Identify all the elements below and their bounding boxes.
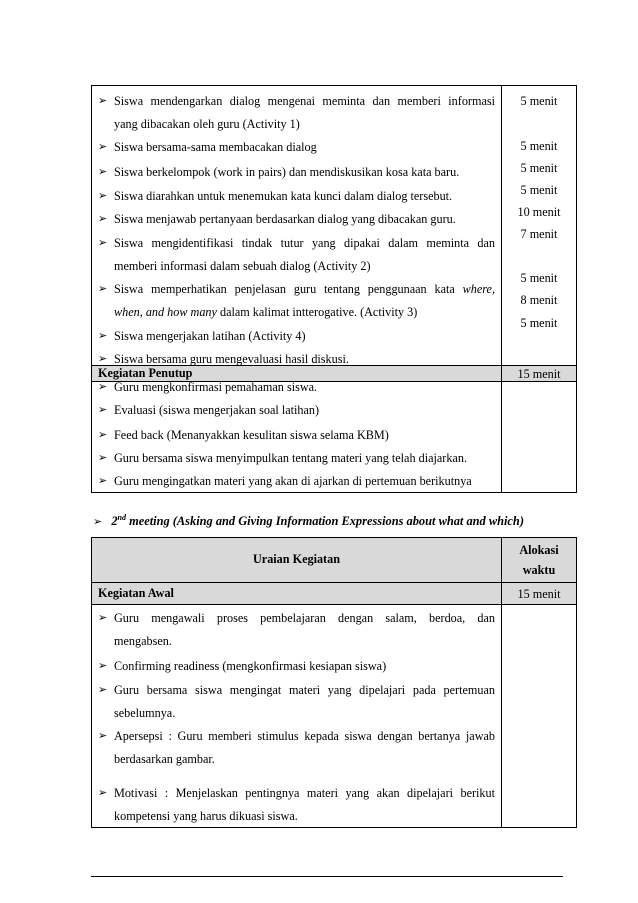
opening-items-row — [92, 604, 576, 827]
closing-items-cell — [92, 382, 502, 492]
time-value: 5 menit — [520, 183, 558, 197]
closing-header: Kegiatan Penutup — [98, 366, 193, 380]
core-activities-cell — [92, 86, 502, 365]
arrow-bullet-icon: ➢ — [98, 95, 108, 107]
arrow-bullet-icon: ➢ — [98, 429, 108, 441]
arrow-bullet-icon: ➢ — [98, 166, 108, 178]
list-item: ➢ Siswa mendengarkan dialog mengenai meminta dan memberi informasi yang dibacakan oleh guru (Activity 1) — [98, 90, 495, 136]
arrow-bullet-icon: ➢ — [98, 141, 108, 153]
list-item: ➢ Motivasi : Menjelaskan pentingnya materi yang akan dipelajari berikut kompetensi yang harus dikuasi siswa. — [98, 782, 495, 828]
list-item: ➢ Guru mengingatkan materi yang akan di ajarkan di pertemuan berikutnya — [98, 470, 495, 493]
col-header-time: Alokasi waktu — [519, 543, 559, 577]
list-item: ➢ Siswa berkelompok (work in pairs) dan mendiskusikan kosa kata baru. — [98, 161, 495, 184]
arrow-bullet-icon: ➢ — [98, 330, 108, 342]
time-value: 5 menit — [520, 94, 558, 108]
arrow-bullet-icon: ➢ — [98, 660, 108, 672]
opening-header: Kegiatan Awal — [98, 586, 174, 600]
list-item: ➢ Siswa bersama-sama membacakan dialog — [98, 136, 495, 159]
arrow-bullet-icon: ➢ — [98, 213, 108, 225]
closing-time: 15 menit — [517, 367, 561, 381]
arrow-bullet-icon: ➢ — [98, 190, 108, 202]
time-value: 10 menit — [517, 205, 561, 219]
col-header-activity: Uraian Kegiatan — [252, 552, 340, 566]
footer-divider — [91, 876, 563, 877]
activity-table-1 — [91, 85, 577, 493]
list-item: ➢ Apersepsi : Guru memberi stimulus kepada siswa dengan bertanya jawab berdasarkan gambar. — [98, 725, 495, 771]
arrow-bullet-icon: ➢ — [98, 452, 108, 464]
arrow-bullet-icon: ➢ — [93, 516, 103, 529]
arrow-bullet-icon: ➢ — [98, 475, 108, 487]
core-times-cell — [502, 86, 576, 365]
opening-time: 15 menit — [517, 587, 561, 601]
list-item: ➢ Guru mengawali proses pembelajaran dengan salam, berdoa, dan mengabsen. — [98, 607, 495, 653]
arrow-bullet-icon: ➢ — [98, 237, 108, 249]
meeting-heading: ➢ 2nd meeting (Asking and Giving Information Expressions about what and which) — [93, 513, 524, 529]
arrow-bullet-icon: ➢ — [98, 353, 108, 365]
arrow-bullet-icon: ➢ — [98, 612, 108, 624]
arrow-bullet-icon: ➢ — [98, 381, 108, 393]
arrow-bullet-icon: ➢ — [98, 730, 108, 742]
opening-header-row — [92, 582, 576, 604]
list-item: ➢ Siswa bersama guru mengevaluasi hasil diskusi. — [98, 348, 495, 371]
time-value: 5 menit — [520, 161, 558, 175]
list-item: ➢ Guru bersama siswa mengingat materi yang dipelajari pada pertemuan sebelumnya. — [98, 679, 495, 725]
list-item: ➢ Siswa diarahkan untuk menemukan kata kunci dalam dialog tersebut. — [98, 185, 495, 208]
list-item: ➢ Siswa memperhatikan penjelasan guru tentang penggunaan kata where, when, and how many dalam kalimat intterogative. (Activity 3) — [98, 278, 495, 324]
arrow-bullet-icon: ➢ — [98, 283, 108, 295]
list-item: ➢ Confirming readiness (mengkonfirmasi kesiapan siswa) — [98, 655, 495, 678]
list-item: ➢ Guru bersama siswa menyimpulkan tentang materi yang telah diajarkan. — [98, 447, 495, 470]
table-header-row — [92, 538, 576, 582]
opening-items-cell — [92, 605, 502, 827]
time-value: 5 menit — [520, 316, 558, 330]
time-value: 5 menit — [520, 139, 558, 153]
arrow-bullet-icon: ➢ — [98, 404, 108, 416]
list-item: ➢ Guru mengkonfirmasi pemahaman siswa. — [98, 376, 495, 399]
list-item: ➢ Siswa mengidentifikasi tindak tutur yang dipakai dalam meminta dan memberi informasi dalam sebuah dialog (Activity 2) — [98, 232, 495, 278]
time-value: 7 menit — [520, 227, 558, 241]
time-value: 8 menit — [520, 293, 558, 307]
list-item: ➢ Evaluasi (siswa mengerjakan soal latihan) — [98, 399, 495, 422]
closing-items-row — [92, 381, 576, 492]
time-value: 5 menit — [520, 271, 558, 285]
activity-table-2 — [91, 537, 577, 828]
list-item: ➢ Siswa mengerjakan latihan (Activity 4) — [98, 325, 495, 348]
arrow-bullet-icon: ➢ — [98, 787, 108, 799]
arrow-bullet-icon: ➢ — [98, 684, 108, 696]
list-item: ➢ Siswa menjawab pertanyaan berdasarkan dialog yang dibacakan guru. — [98, 208, 495, 231]
list-item: ➢ Feed back (Menanyakkan kesulitan siswa selama KBM) — [98, 424, 495, 447]
core-activities-row — [92, 86, 576, 365]
